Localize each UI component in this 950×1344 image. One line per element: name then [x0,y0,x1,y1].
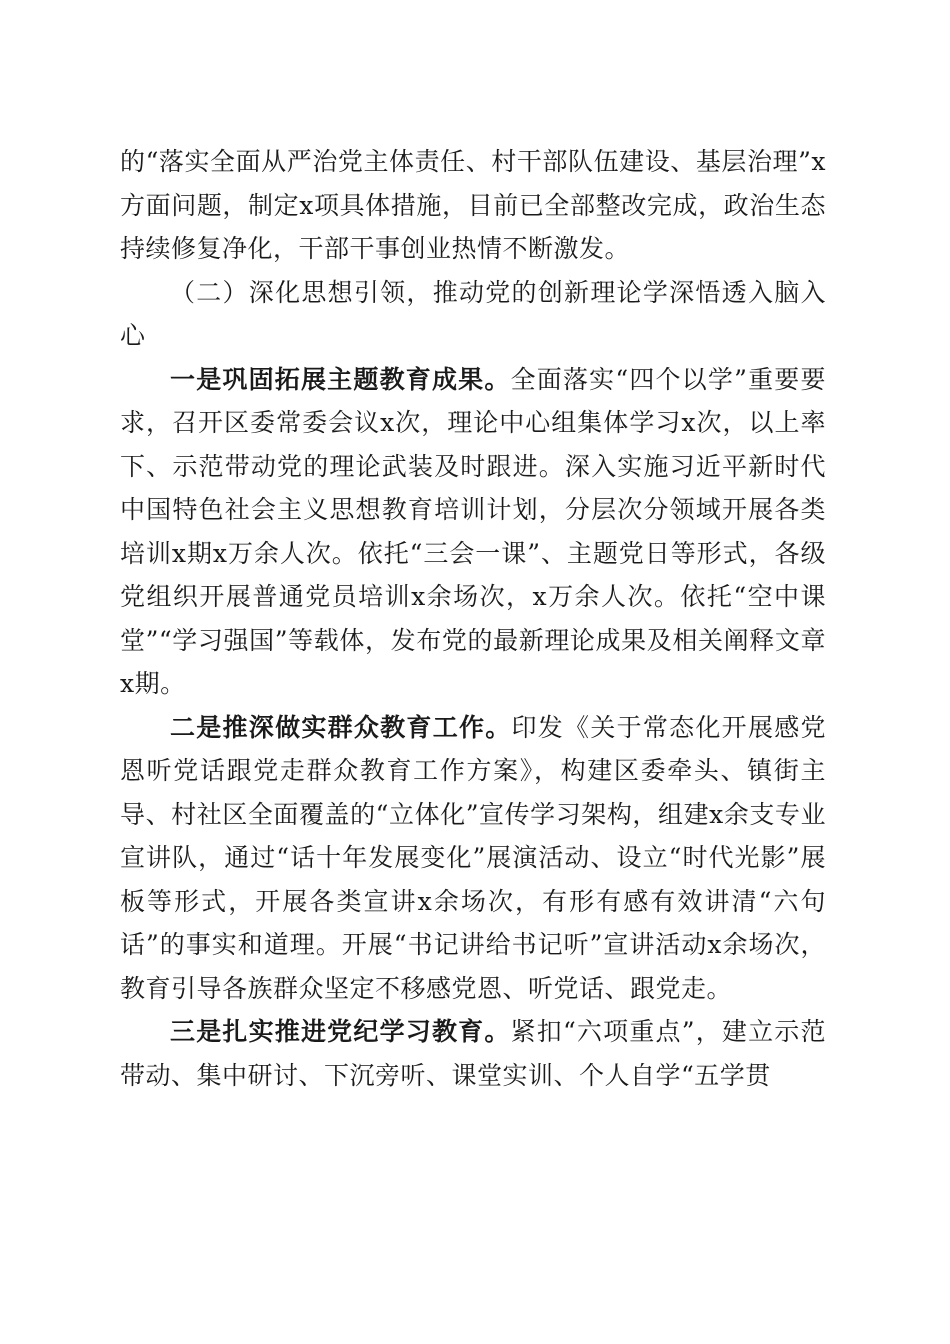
paragraph-3-lead: 三是扎实推进党纪学习教育。 [170,1017,511,1046]
paragraph-2-body: 印发《关于常态化开展感党恩听党话跟党走群众教育工作方案》，构建区委牵头、镇街主导、村社区全面覆盖的“立体化”宣传学习架构，组建x余支专业宣讲队，通过“话十年发展变化”展演活动、设立“时代光影”展板等形式，开展各类宣讲x余场次，有形有感有效讲清“六句话”的事实和道理。开展“书记讲给书记听”宣讲活动x余场次，教育引导各族群众坚定不移感党恩、听党话、跟党走。 [120,712,826,1003]
continuation-paragraph: 的“落实全面从严治党主体责任、村干部队伍建设、基层治理”x方面问题，制定x项具体措施，目前已全部整改完成，政治生态持续修复净化，干部干事创业热情不断激发。 [120,147,826,263]
paragraph-1 [120,358,826,706]
paragraph-1-body: 全面落实“四个以学”重要要求，召开区委常委会议x次，理论中心组集体学习x次，以上率下、示范带动党的理论武装及时跟进。深入实施习近平新时代中国特色社会主义思想教育培训计划，分层次分领域开展各类培训x期x万余人次。依托“三会一课”、主题党日等形式，各级党组织开展普通党员培训x余场次，x万余人次。依托“空中课堂”“学习强国”等载体，发布党的最新理论成果及相关阐释文章x期。 [120,364,826,698]
paragraph-2-lead: 二是推深做实群众教育工作。 [170,712,512,742]
section-heading: （二）深化思想引领，推动党的创新理论学深悟透入脑入心 [120,277,826,350]
paragraph-1-lead: 一是巩固拓展主题教育成果。 [170,364,511,394]
paragraph-3 [120,1010,826,1097]
document-page [120,140,826,1097]
paragraph-2 [120,706,826,1011]
paragraph-3-body: 紧扣“六项重点”，建立示范带动、集中研讨、下沉旁听、课堂实训、个人自学“五学贯 [120,1017,826,1090]
